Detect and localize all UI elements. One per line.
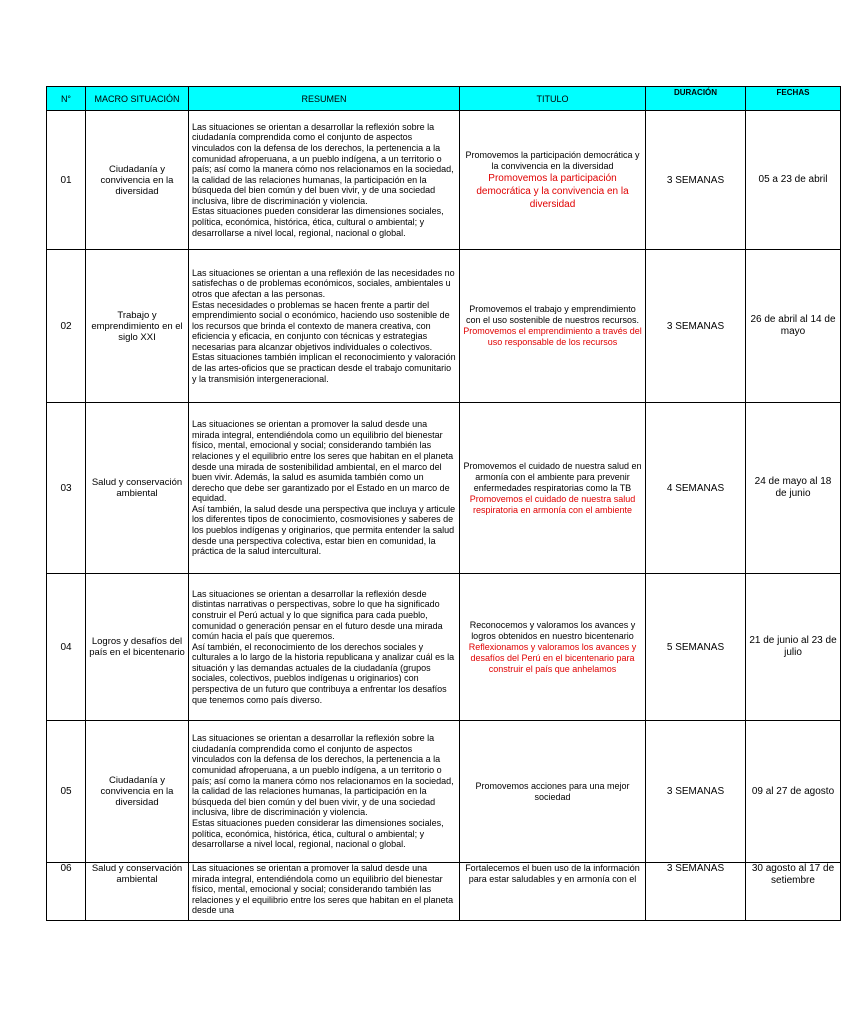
titulo-text: Reconocemos y valoramos los avances y logros obtenidos en nuestro bicentenario xyxy=(469,619,636,641)
fechas-cell: 30 agosto al 17 de setiembre xyxy=(746,863,841,921)
macro-situacion: Logros y desafíos del país en el bicentenario xyxy=(86,574,189,721)
row-number: 06 xyxy=(47,863,86,921)
row-number: 01 xyxy=(47,111,86,250)
duracion-cell: 5 SEMANAS xyxy=(646,574,746,721)
resumen-paragraph: Estas situaciones también implican el reconocimiento y valoración de las artes-oficios que se practican desde el trabajo comunitario y la transmisión intergeneracional. xyxy=(192,352,456,384)
fechas-cell: 05 a 23 de abril xyxy=(746,111,841,250)
titulo-cell xyxy=(460,111,646,250)
resumen-paragraph: Las situaciones se orientan a desarrollar la reflexión sobre la ciudadanía comprendida como el conjunto de aspectos vinculados con la defensa de los derechos, la pertenencia a la comunidad afroperuana, a un pueblo indígena, a un territorio o país; así como la manera cómo nos relacionamos en la sociedad, la calidad de las relaciones humanas, la participación en la búsqueda del bien común y del buen vivir, y de una sociedad inclusiva, libre de discriminación y violencia. xyxy=(192,733,454,818)
titulo-cell xyxy=(460,403,646,574)
fechas-cell: 26 de abril al 14 de mayo xyxy=(746,250,841,403)
titulo-text: Promovemos el trabajo y emprendimiento con el uso sostenible de nuestros recursos. xyxy=(465,304,640,325)
table-row xyxy=(47,721,841,863)
planning-table xyxy=(46,86,841,921)
duracion-cell: 3 SEMANAS xyxy=(646,721,746,863)
titulo-red-text: Promovemos el cuidado de nuestra salud respiratoria en armonía con el ambiente xyxy=(469,493,636,515)
titulo-text: Promovemos acciones para una mejor sociedad xyxy=(475,780,630,802)
fechas-cell: 09 al 27 de agosto xyxy=(746,721,841,863)
titulo-cell xyxy=(460,863,646,921)
duracion-cell: 3 SEMANAS xyxy=(646,111,746,250)
titulo-text: Promovemos el cuidado de nuestra salud en armonía con el ambiente para prevenir enfermedades respiratorias como la TB xyxy=(463,460,642,493)
row-number: 05 xyxy=(47,721,86,863)
duracion-cell: 3 SEMANAS xyxy=(646,863,746,921)
row-number: 02 xyxy=(47,250,86,403)
titulo-cell xyxy=(460,250,646,403)
table-row xyxy=(47,403,841,574)
titulo-red-text: Reflexionamos y valoramos los avances y desafíos del Perú en el bicentenario para construir el país que anhelamos xyxy=(468,641,637,674)
row-number: 03 xyxy=(47,403,86,574)
header-duracion: DURACIÓN xyxy=(646,87,746,111)
resumen-cell xyxy=(189,250,460,403)
titulo-text: Promovemos la participación democrática y la convivencia en la diversidad xyxy=(465,149,640,171)
resumen-cell xyxy=(189,111,460,250)
header-fechas: FECHAS xyxy=(746,87,841,111)
titulo-red-text: Promovemos el emprendimiento a través del uso responsable de los recursos xyxy=(463,326,642,347)
resumen-paragraph: Las situaciones se orientan a promover la salud desde una mirada integral, entendiéndola como un equilibrio del bienestar físico, mental, emocional y social; considerando también las relaciones y el equilibrio entre los seres que habitan en el planeta desde una mirada de sostenibilidad ambiental, en el marco del buen vivir. Además, la salud es asumida también como un derecho que debe ser garantizado por el Estado en un marco de equidad. xyxy=(192,419,454,504)
macro-situacion: Trabajo y emprendimiento en el siglo XXI xyxy=(86,250,189,403)
header-titulo: TITULO xyxy=(460,87,646,111)
resumen-cell xyxy=(189,863,460,921)
resumen-cell xyxy=(189,403,460,574)
resumen-cell xyxy=(189,574,460,721)
resumen-paragraph: Estas necesidades o problemas se hacen frente a partir del emprendimiento social o económico, haciendo uso sostenible de los recursos que brinda el contexto de manera creativa, con eficiencia y eficacia, en conjunto con técnicas y estrategias necesarias para alcanzar objetivos individuales o colectivos. xyxy=(192,299,450,352)
resumen-paragraph: Las situaciones se orientan a promover la salud desde una mirada integral, entendiéndola como un equilibrio del bienestar físico, mental, emocional y social; considerando también las relaciones y el equilibrio entre los seres que habitan en el planeta desde una xyxy=(192,863,454,916)
macro-situacion: Salud y conservación ambiental xyxy=(86,403,189,574)
header-macro: MACRO SITUACIÓN xyxy=(86,87,189,111)
resumen-paragraph: Estas situaciones pueden considerar las dimensiones sociales, política, económica, histórica, ética, cultural o ambiental; y desarrollarse a nivel local, regional, nacional o global. xyxy=(192,817,444,850)
table-row xyxy=(47,250,841,403)
duracion-cell: 4 SEMANAS xyxy=(646,403,746,574)
resumen-paragraph: Las situaciones se orientan a desarrollar la reflexión desde distintas narrativas o perspectivas, sobre lo que ha significado construir el Perú actual y lo que significa para cada pueblo, comunidad o generación pensar en el futuro desde una mirada común hacia el país que queremos. xyxy=(192,588,443,642)
titulo-red-text: Promovemos la participación democrática y la convivencia en la diversidad xyxy=(476,172,629,210)
resumen-paragraph: Así también, el reconocimiento de los derechos sociales y culturales a lo largo de la historia republicana y analizar cuál es la situación y las demandas actuales de la ciudadanía (grupos sociales, colectivos, pueblos indígenas u originarios) con perspectiva de un futuro que contribuya a enfrentar los desafíos que tenemos como país diverso. xyxy=(192,641,455,705)
resumen-paragraph: Así también, la salud desde una perspectiva que incluya y articule los diferentes tipos de conocimiento, cosmovisiones y saberes de los pueblos indígenas y originarios, que permita entender la salud desde una perspectiva colectiva, estar bien en comunidad, la práctica de la salud intercultural. xyxy=(192,503,456,557)
macro-situacion: Ciudadanía y convivencia en la diversidad xyxy=(86,111,189,250)
header-resumen: RESUMEN xyxy=(189,87,460,111)
fechas-cell: 24 de mayo al 18 de junio xyxy=(746,403,841,574)
fechas-cell: 21 de junio al 23 de julio xyxy=(746,574,841,721)
duracion-cell: 3 SEMANAS xyxy=(646,250,746,403)
table-row xyxy=(47,111,841,250)
row-number: 04 xyxy=(47,574,86,721)
titulo-cell xyxy=(460,574,646,721)
resumen-paragraph: Las situaciones se orientan a desarrollar la reflexión sobre la ciudadanía comprendida como el conjunto de aspectos vinculados con la defensa de los derechos, la pertenencia a la comunidad afroperuana, a un pueblo indígena, a un territorio o país; así como la manera cómo nos relacionamos en la sociedad, la calidad de las relaciones humanas, la participación en la búsqueda del bien común y del buen vivir, y de una sociedad inclusiva, libre de discriminación y violencia. xyxy=(192,121,454,206)
table-row xyxy=(47,863,841,921)
titulo-text: Fortalecemos el buen uso de la información para estar saludables y en armonía con el xyxy=(465,863,640,884)
titulo-cell xyxy=(460,721,646,863)
resumen-paragraph: Estas situaciones pueden considerar las dimensiones sociales, política, económica, histórica, ética, cultural o ambiental; y desarrollarse a nivel local, regional, nacional o global. xyxy=(192,206,444,238)
macro-situacion: Salud y conservación ambiental xyxy=(86,863,189,921)
resumen-cell xyxy=(189,721,460,863)
macro-situacion: Ciudadanía y convivencia en la diversidad xyxy=(86,721,189,863)
table-header xyxy=(47,87,841,111)
header-num: N° xyxy=(47,87,86,111)
resumen-paragraph: Las situaciones se orientan a una reflexión de las necesidades no satisfechas o de problemas económicos, sociales, ambientales u otros que afectan a las personas. xyxy=(192,267,455,299)
table-row xyxy=(47,574,841,721)
